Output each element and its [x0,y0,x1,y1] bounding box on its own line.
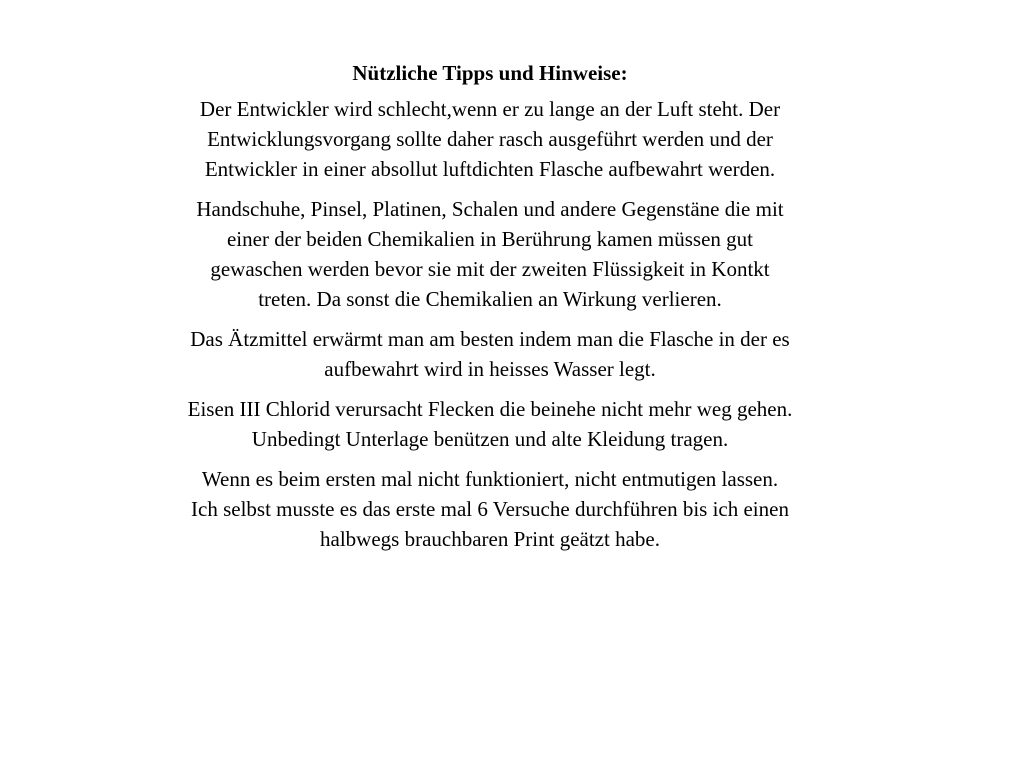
text-line: halbwegs brauchbaren Print geätzt habe. [320,527,660,551]
text-line: gewaschen werden bevor sie mit der zweiten Flüssigkeit in Kontkt [210,257,770,281]
paragraph-encouragement [112,464,868,554]
text-line: Entwickler in einer absollut luftdichten Flasche aufbewahrt werden. [204,157,776,181]
text-line: aufbewahrt wird in heisses Wasser legt. [324,357,656,381]
paragraph-cleaning-tools [112,194,868,314]
text-line: Ich selbst musste es das erste mal 6 Versuche durchführen bis ich einen [191,497,789,521]
text-line: Das Ätzmittel erwärmt man am besten indem man die Flasche in der es [190,327,790,351]
text-line: einer der beiden Chemikalien in Berührung kamen müssen gut [226,227,754,251]
text-line: Unbedingt Unterlage benützen und alte Kleidung tragen. [251,427,729,451]
text-line: Entwicklungsvorgang sollte daher rasch ausgeführt werden und der [207,127,773,151]
text-line: Der Entwickler wird schlecht,wenn er zu lange an der Luft steht. Der [199,97,781,121]
text-line: treten. Da sonst die Chemikalien an Wirkung verlieren. [258,287,722,311]
paragraph-iron-chloride [112,394,868,454]
text-line: Wenn es beim ersten mal nicht funktioniert, nicht entmutigen lassen. [201,467,779,491]
page-title: Nützliche Tipps und Hinweise: [352,61,628,85]
paragraph-developer-air [112,94,868,184]
paragraph-warming-etchant [112,324,868,384]
document-content [112,58,868,564]
text-line: Handschuhe, Pinsel, Platinen, Schalen und andere Gegenstäne die mit [196,197,784,221]
text-line: Eisen III Chlorid verursacht Flecken die beinehe nicht mehr weg gehen. [187,397,793,421]
